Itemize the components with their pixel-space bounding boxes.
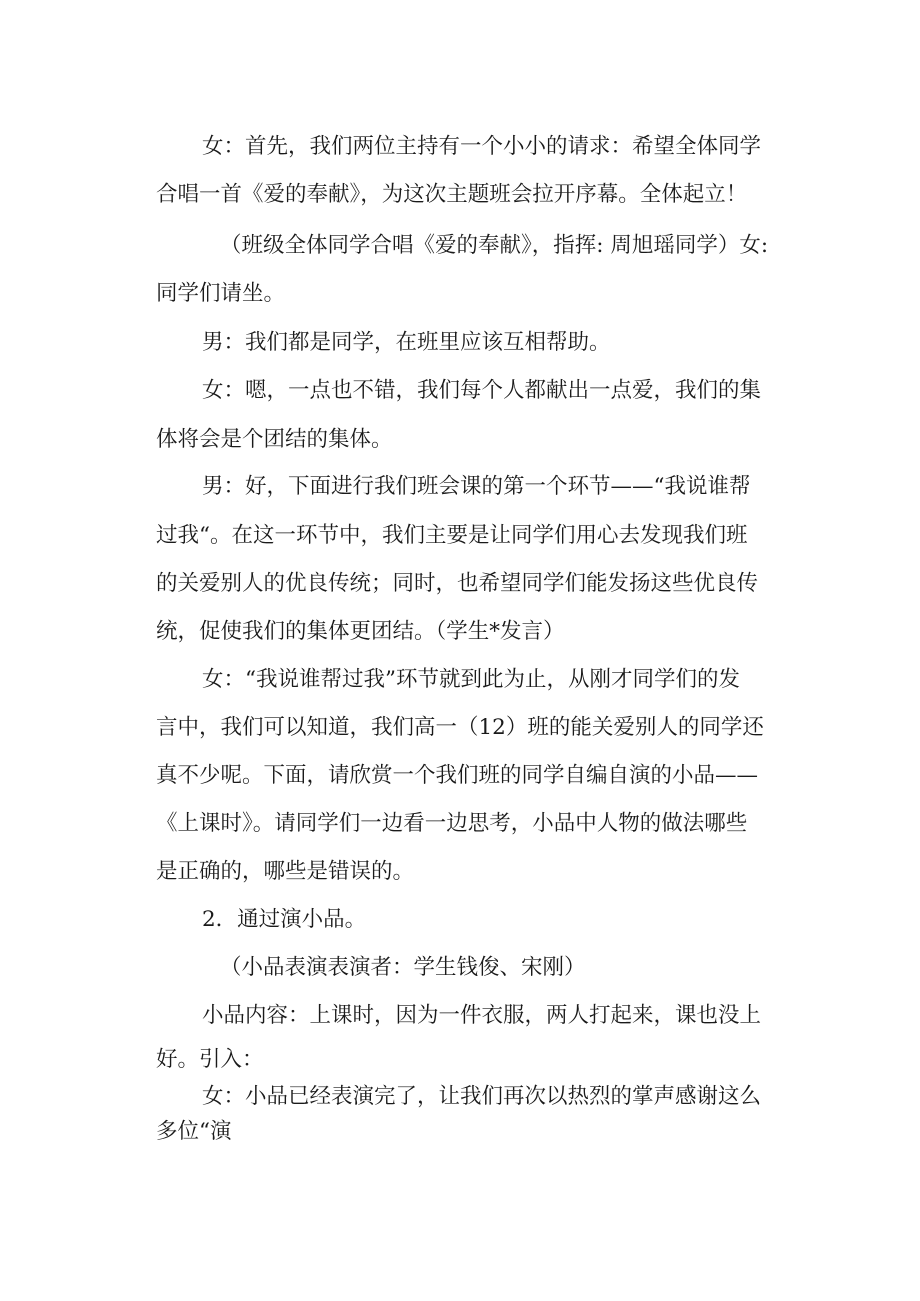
text-line: 女：小品已经表演完了，让我们再次以热烈的掌声感谢这么 xyxy=(202,1084,762,1109)
text-line: 言中，我们可以知道，我们高一（12）班的能关爱别人的同学还 xyxy=(156,715,764,740)
text-line: 合唱一首《爱的奉献》，为这次主题班会拉开序幕。全体起立！ xyxy=(156,182,748,207)
text-line: 体将会是个团结的集体。 xyxy=(156,427,393,452)
text-line: 男：好，下面进行我们班会课的第一个环节——“我说谁帮 xyxy=(202,474,751,499)
text-line: 是正确的，哪些是错误的。 xyxy=(156,859,415,884)
text-line: 同学们请坐。 xyxy=(156,281,286,306)
text-line: 小品内容：上课时，因为一件衣服，两人打起来，课也没上 xyxy=(202,1003,762,1028)
text-line: （小品表演表演者：学生钱俊、宋刚） xyxy=(220,955,586,980)
text-line: 男：我们都是同学，在班里应该互相帮助。 xyxy=(202,330,611,355)
text-line: 好。引入： xyxy=(156,1047,264,1072)
text-line: 的关爱别人的优良传统；同时，也希望同学们能发扬这些优良传 xyxy=(156,571,759,596)
text-line: 《上课时》。请同学们一边看一边思考，小品中人物的做法哪些 xyxy=(156,811,748,836)
text-line: 真不少呢。下面，请欣赏一个我们班的同学自编自演的小品—— xyxy=(156,763,759,788)
text-line: 2．通过演小品。 xyxy=(202,907,367,932)
text-line: 女：“我说谁帮过我”环节就到此为止，从刚才同学们的发 xyxy=(202,667,740,692)
text-line: 女：首先，我们两位主持有一个小小的请求：希望全体同学 xyxy=(202,134,762,159)
text-line: 过我“。在这一环节中，我们主要是让同学们用心去发现我们班 xyxy=(156,523,748,548)
text-line: 女：嗯，一点也不错，我们每个人都献出一点爱，我们的集 xyxy=(202,378,762,403)
text-line: 统，促使我们的集体更团结。（学生*发言） xyxy=(156,619,565,644)
text-line: 多位“演 xyxy=(156,1119,232,1144)
text-line: （班级全体同学合唱《爱的奉献》，指挥: 周旭瑶同学）女: xyxy=(220,233,769,258)
